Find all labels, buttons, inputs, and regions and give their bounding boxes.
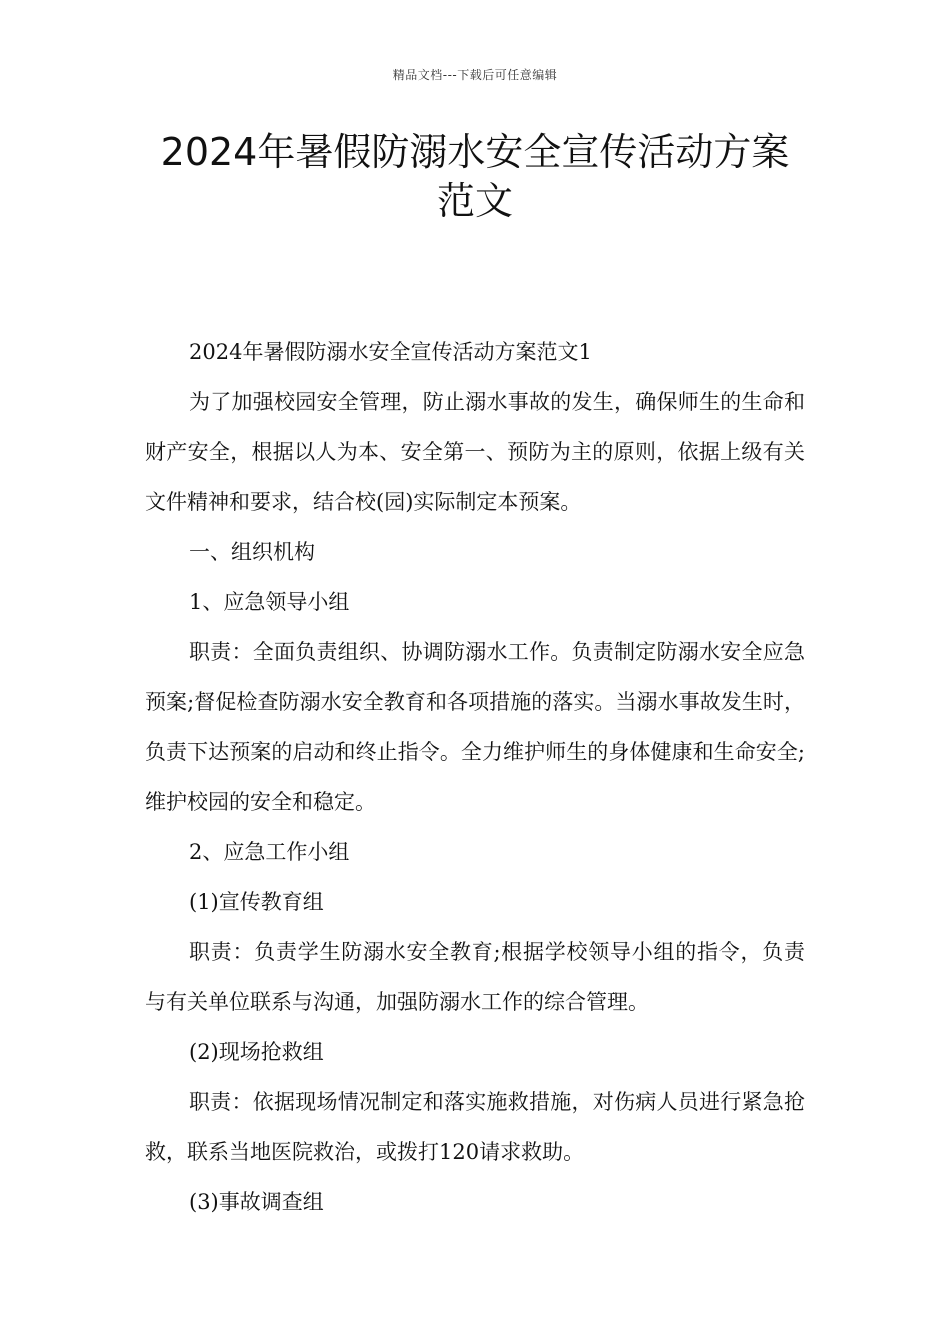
- subsection-working-group: 2、应急工作小组: [189, 840, 350, 864]
- paragraph-heading: 2024年暑假防溺水安全宣传活动方案范文1: [189, 340, 592, 364]
- subsection-leadership-group: 1、应急领导小组: [189, 590, 350, 614]
- paragraph-rescue-duties: 职责：依据现场情况制定和落实施救措施，对伤病人员进行紧急抢救，联系当地医院救治，或拨打120请求救助。: [145, 1090, 805, 1164]
- document-title: 2024年暑假防溺水安全宣传活动方案范文: [160, 130, 790, 223]
- paragraph-intro: 为了加强校园安全管理，防止溺水事故的发生，确保师生的生命和财产安全，根据以人为本、安全第一、预防为主的原则，依据上级有关文件精神和要求，结合校(园)实际制定本预案。: [145, 390, 805, 514]
- document-body: [145, 327, 805, 1227]
- item-publicity-group: (1)宣传教育组: [189, 890, 324, 914]
- header-note: 精品文档---下载后可任意编辑: [392, 68, 558, 82]
- paragraph-publicity-duties: 职责：负责学生防溺水安全教育;根据学校领导小组的指令，负责与有关单位联系与沟通，加强防溺水工作的综合管理。: [145, 940, 805, 1014]
- item-rescue-group: (2)现场抢救组: [189, 1040, 324, 1064]
- section-heading-organization: 一、组织机构: [189, 540, 315, 564]
- item-investigation-group: (3)事故调查组: [189, 1190, 324, 1214]
- paragraph-leadership-duties: 职责：全面负责组织、协调防溺水工作。负责制定防溺水安全应急预案;督促检查防溺水安全教育和各项措施的落实。当溺水事故发生时，负责下达预案的启动和终止指令。全力维护师生的身体健康和生命安全;维护校园的安全和稳定。: [145, 640, 805, 814]
